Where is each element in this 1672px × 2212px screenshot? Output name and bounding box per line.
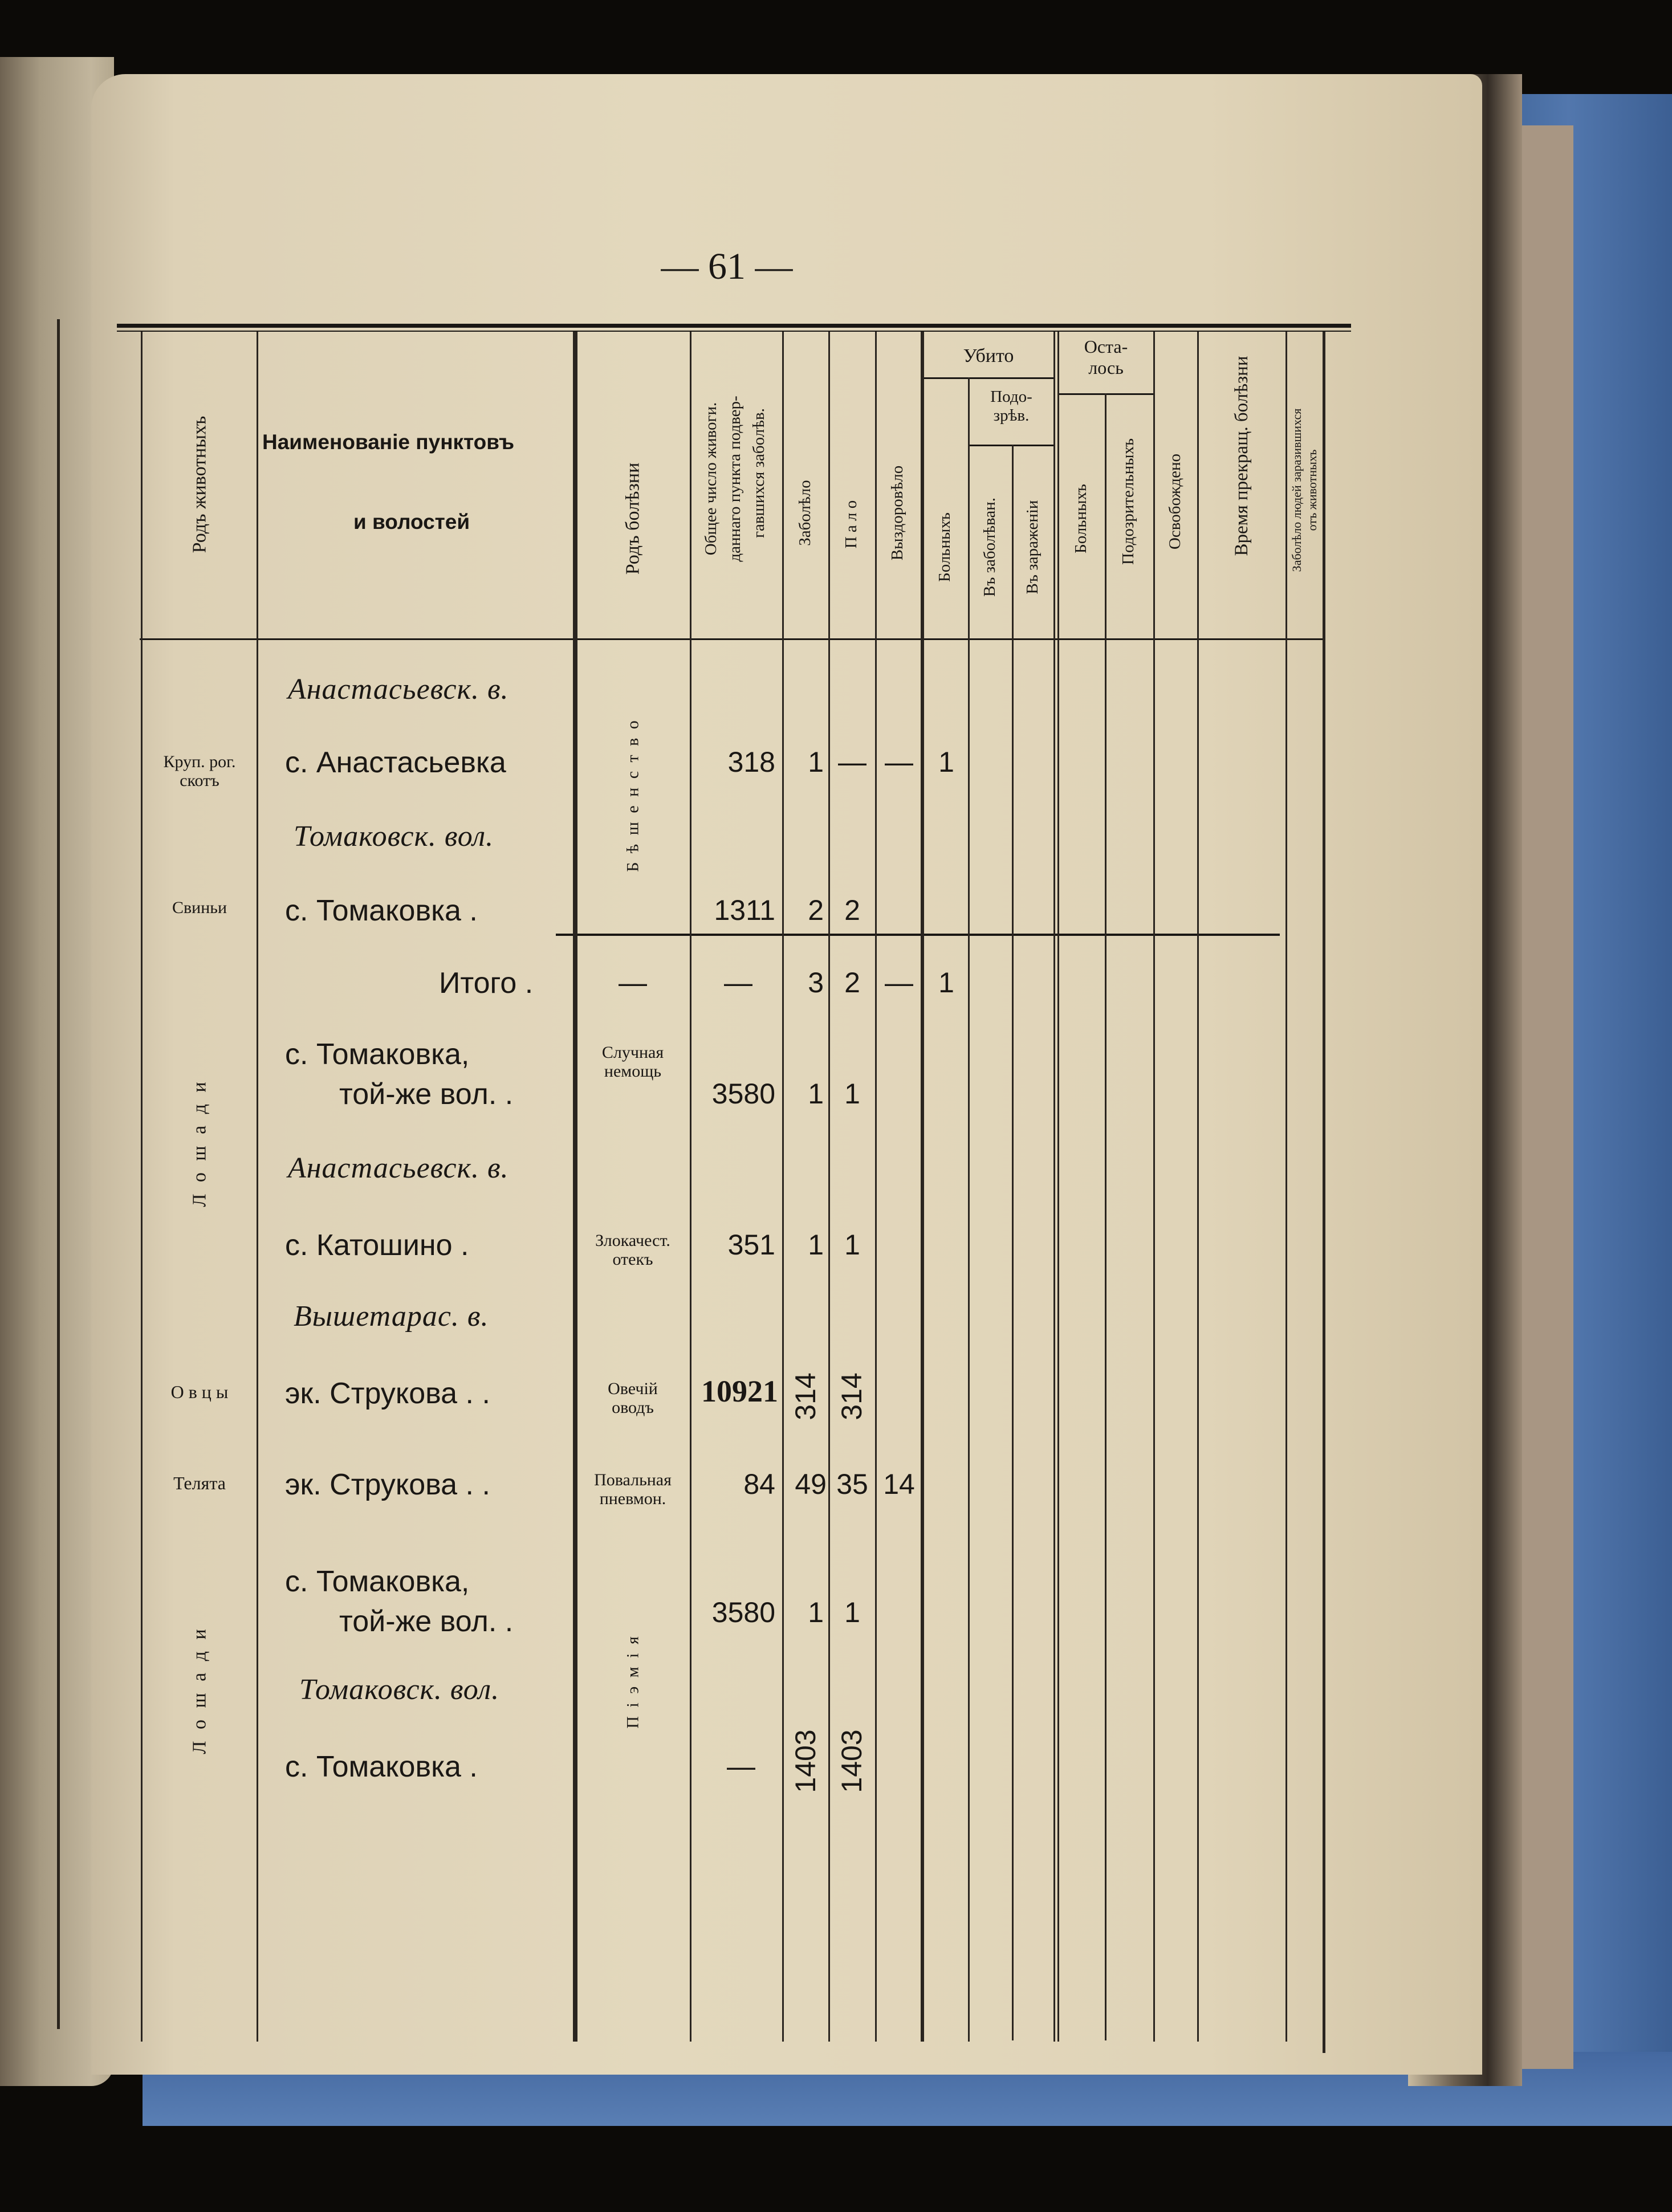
header-killed-suspected: Подо- зрѣв.	[990, 388, 1032, 425]
row-died: 35	[836, 1468, 868, 1500]
volost-heading: Вышетарас. в.	[294, 1300, 489, 1333]
header-fell-ill-text: Заболѣло	[796, 480, 815, 546]
volost-heading: Анастасьевск. в.	[288, 673, 509, 706]
subtotal-rule	[556, 934, 1280, 936]
header-remained-sick-text: Больныхъ	[1072, 484, 1091, 553]
row-total: 318	[727, 746, 775, 778]
column-rule	[576, 332, 577, 2042]
row-place: эк. Струкова . .	[285, 1377, 490, 1410]
row-place: с. Анастасьевка	[285, 746, 506, 779]
row-ill: 1	[808, 1078, 824, 1110]
column-rule	[1053, 332, 1055, 2042]
row-place-continued: той-же вол. .	[339, 1605, 514, 1638]
column-rule	[1323, 332, 1325, 2053]
page-edge-stack	[1522, 125, 1573, 2069]
row-ill: 1	[808, 1596, 824, 1628]
page-number: — 61 —	[661, 246, 793, 287]
table-top-rule	[117, 324, 1351, 328]
volost-heading: Томаковск. вол.	[294, 820, 494, 853]
total-recovered: —	[885, 967, 913, 999]
header-total-line3: гавшихся заболѣв.	[750, 408, 768, 538]
row-ill-rotated: 1403	[790, 1729, 821, 1793]
row-place-continued: той-же вол. .	[339, 1078, 514, 1111]
column-rule	[968, 377, 970, 2042]
group-label-anthrax-text: Б ѣ ш е н с т в о	[623, 718, 642, 872]
row-place: с. Томаковка .	[285, 894, 478, 927]
header-stop-time-text: Время прекращ. болѣзни	[1231, 356, 1252, 556]
row-ill: 2	[808, 894, 824, 926]
header-remained: Оста- лось	[1084, 336, 1128, 378]
row-total: 351	[727, 1229, 775, 1261]
column-rule	[141, 332, 143, 2042]
row-ill: 49	[795, 1468, 827, 1500]
total-total: —	[724, 967, 752, 999]
column-rule	[782, 332, 784, 2042]
total-ill: 3	[808, 967, 824, 999]
header-people-ill-line1: Заболѣло людей заразившихся	[1289, 408, 1304, 572]
previous-page-table-edge	[0, 319, 60, 2029]
row-animal: Свиньи	[172, 898, 227, 917]
row-total: —	[727, 1750, 755, 1782]
header-total-line2: даннаго пункта подвер-	[726, 396, 745, 562]
row-ill: 1	[808, 1229, 824, 1261]
header-killed: Убито	[963, 345, 1014, 366]
row-animal: Круп. рог. скотъ	[163, 752, 236, 790]
row-total: 84	[743, 1468, 775, 1500]
row-disease: Овечій оводъ	[608, 1379, 658, 1417]
header-recovered-text: Выздоровѣло	[888, 465, 907, 561]
row-recovered: —	[885, 746, 913, 778]
row-total: 1311	[714, 894, 775, 926]
header-total-line1: Общее число живоги.	[702, 402, 721, 556]
column-rule	[828, 332, 830, 2042]
header-point-names-line1: Наименованіе пунктовъ	[262, 430, 515, 454]
volost-heading: Томаковск. вол.	[299, 1673, 500, 1706]
header-bottom-rule	[140, 638, 1325, 640]
header-killed-sick-text: Больныхъ	[935, 512, 954, 582]
row-died: 1	[844, 1078, 860, 1110]
volost-heading: Анастасьевск. в.	[288, 1152, 509, 1184]
row-disease: Повальная пневмон.	[594, 1470, 672, 1508]
column-rule	[922, 332, 924, 2042]
total-disease: —	[619, 967, 647, 999]
row-died: —	[838, 746, 866, 778]
header-remained-suspicious-text: Подозрительныхъ	[1119, 438, 1138, 565]
row-place: с. Томаковка .	[285, 1750, 478, 1783]
column-rule	[875, 332, 877, 2042]
row-killed-sick: 1	[938, 746, 954, 778]
column-rule	[1105, 393, 1106, 2040]
row-place: эк. Струкова . .	[285, 1468, 490, 1501]
column-rule	[1285, 332, 1287, 2042]
header-disease-kind-text: Родъ болѣзни	[622, 462, 644, 575]
row-disease: Злокачест. отекъ	[595, 1231, 670, 1269]
row-ill: 1	[808, 746, 824, 778]
header-point-names-line2: и волостей	[353, 510, 470, 533]
column-rule	[1012, 445, 1014, 2040]
header-people-ill-line2: отъ животныхъ	[1304, 449, 1319, 531]
column-rule	[690, 332, 691, 2042]
row-place: с. Катошино .	[285, 1229, 469, 1262]
row-total: 3580	[711, 1078, 775, 1110]
row-animal: О в ц ы	[170, 1382, 229, 1402]
column-rule	[1153, 332, 1155, 2042]
header-animal-kind-text: Родъ животныхъ	[189, 415, 210, 553]
header-died-text: П а л о	[842, 500, 861, 549]
row-died: 1	[844, 1229, 860, 1261]
group-label-horses-upper-text: Л о ш а д и	[189, 1078, 210, 1207]
column-rule	[1057, 332, 1059, 2042]
header-released-text: Освобождено	[1166, 453, 1185, 550]
header-in-infection-text: Въ зараженіи	[1023, 500, 1042, 594]
row-disease: Случная немощь	[601, 1043, 664, 1081]
group-label-horses-lower-text: Л о ш а д и	[189, 1626, 210, 1754]
total-died: 2	[844, 967, 860, 999]
column-rule	[1197, 332, 1199, 2042]
row-died: 2	[844, 894, 860, 926]
row-place: с. Томаковка,	[285, 1565, 470, 1598]
row-recovered: 14	[883, 1468, 915, 1500]
killed-subheader-rule	[922, 377, 1053, 379]
row-animal: Телята	[173, 1473, 226, 1493]
total-label: Итого .	[439, 967, 534, 1000]
group-label-pyaemia-text: П і э м і я	[623, 1634, 642, 1729]
row-place: с. Томаковка,	[285, 1038, 470, 1071]
suspected-subheader-rule	[968, 445, 1053, 446]
row-died: 1	[844, 1596, 860, 1628]
row-total: 10921	[701, 1374, 778, 1408]
total-killed-sick: 1	[938, 967, 954, 999]
table-top-rule-thin	[117, 331, 1351, 332]
row-died-rotated: 1403	[836, 1729, 868, 1793]
row-died-rotated: 314	[836, 1372, 868, 1420]
column-rule	[257, 332, 258, 2042]
row-total: 3580	[711, 1596, 775, 1628]
header-in-fell-ill-text: Въ заболѣван.	[981, 498, 999, 597]
row-ill-rotated: 314	[790, 1372, 821, 1420]
